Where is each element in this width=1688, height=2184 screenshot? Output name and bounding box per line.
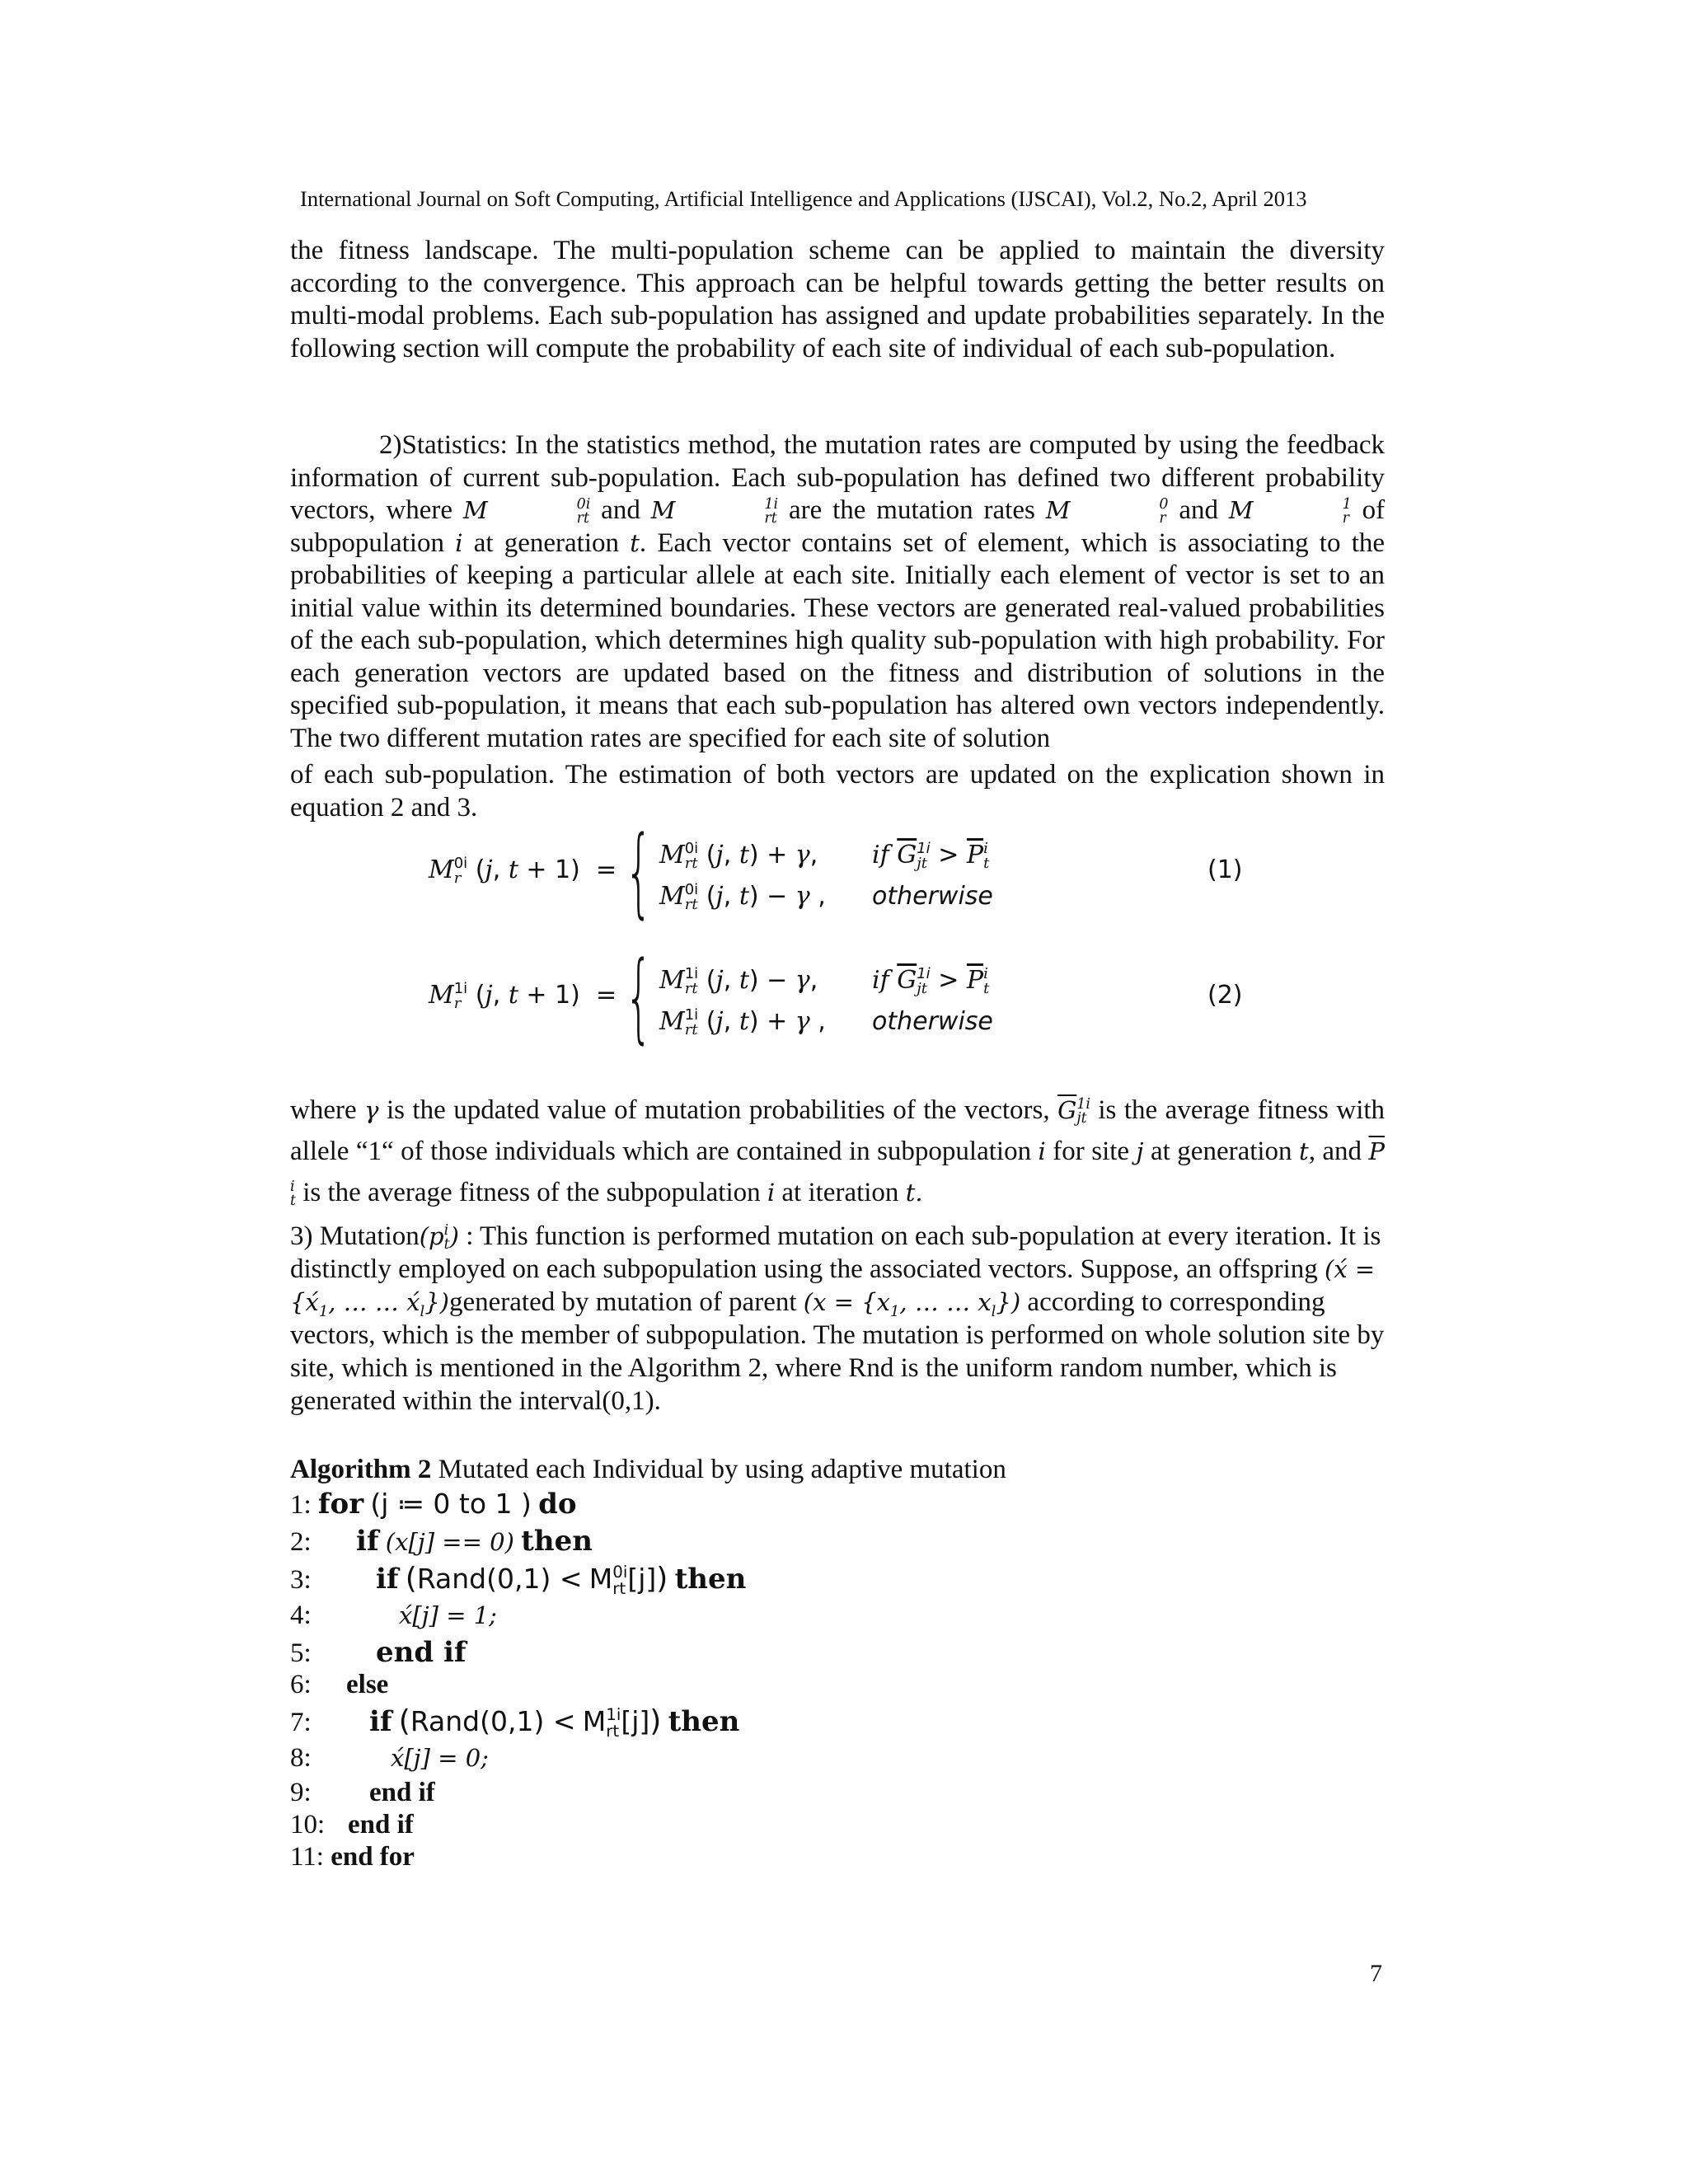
math-t-2: t xyxy=(1299,1137,1309,1165)
where-text-c: is the average fitness with allele “1“ of those individuals which are contained in subpopulation xyxy=(290,1095,1386,1166)
math-m-rt-0i: M 0i rt xyxy=(462,495,591,527)
algorithm-line-10 xyxy=(290,1810,414,1840)
equation-2-case-2: M 1i rt (j, t) + γ , xyxy=(659,1005,826,1038)
loop-range: (j ≔ 0 to 1 ) xyxy=(370,1488,532,1520)
equation-1-lhs: M 0i r (j, t + 1) = xyxy=(429,854,617,887)
keyword-end-for: end for xyxy=(331,1842,415,1872)
mutation-text-c: generated by mutation of parent xyxy=(449,1287,797,1317)
mutation-text-d: according to corresponding vectors, which is the member of subpopulation. The mutation is performed on whole solution site by site, which is mentioned in the Algorithm 2, where Rnd is the uniform random number, which is generated within the interval(0,1). xyxy=(290,1287,1385,1416)
paragraph-intro xyxy=(290,235,1385,365)
keyword-then: then xyxy=(521,1525,593,1558)
where-text-a: where xyxy=(290,1095,357,1125)
paragraph-statistics xyxy=(290,429,1385,755)
page-number: 7 xyxy=(1370,1960,1382,1987)
where-text-h: at iteration xyxy=(781,1178,899,1207)
condition-x-eq-0: (x[j] == 0) xyxy=(385,1528,514,1556)
keyword-if: if xyxy=(376,1563,399,1596)
line-number: 3: xyxy=(290,1565,312,1595)
equation-1-case-1: M 0i rt (j, t) + γ, xyxy=(659,839,818,872)
line-number: 2: xyxy=(290,1527,312,1557)
line-number: 10: xyxy=(290,1810,326,1840)
stat-text-b: and xyxy=(601,495,640,525)
keyword-then: then xyxy=(674,1563,747,1596)
stat-text-g: . Each vector contains set of element, which is associating to the probabilities of keeping a particular allele at each site. Initially each element of vector is set to an initial value within its determined boundaries. These vectors are generated real-valued probabilities of the each sub-population, which determines high quality sub-population with high probability. For each generation vectors are updated based on the fitness and distribution of solutions in the specified sub-population, it means that each sub-population has altered own vectors independently. The two different mutation rates are specified for each site of solution xyxy=(290,527,1386,753)
paren-open: ( xyxy=(398,1704,410,1738)
equation-1-condition-1: if $\overline{G}$ 1i jt > $\overline{P}$ i t xyxy=(872,839,990,872)
math-gamma: γ xyxy=(364,1096,379,1124)
line-number: 7: xyxy=(290,1708,312,1737)
paragraph-statistics-end xyxy=(290,759,1385,824)
math-p-t-i-func: (p i t ) xyxy=(419,1221,459,1253)
math-t: t xyxy=(630,528,640,557)
keyword-end-if: end if xyxy=(369,1778,435,1807)
math-t-3: t. xyxy=(905,1179,923,1207)
keyword-do: do xyxy=(538,1488,577,1521)
math-i-3: i xyxy=(767,1179,776,1207)
where-text-e: at generation xyxy=(1151,1137,1292,1166)
algorithm-title-text: Mutated each Individual by using adaptive mutation xyxy=(438,1455,1006,1484)
line-number: 4: xyxy=(290,1601,312,1630)
running-header: International Journal on Soft Computing, Artificial Intelligence and Applications (IJSCAI), Vol.2, No.2, April 2013 xyxy=(300,186,1307,211)
keyword-else: else xyxy=(346,1670,389,1699)
line-number: 11: xyxy=(290,1842,324,1872)
algorithm-line-7 xyxy=(290,1704,739,1739)
stat-text-c: are the mutation rates xyxy=(788,495,1035,525)
stat-text-a: 2)Statistics: In the statistics method, the mutation rates are computed by using the feedback information of current sub-population. Each sub-population has defined two different probability vectors, where xyxy=(290,430,1385,525)
paragraph-where-text xyxy=(290,1090,1385,1213)
line-number: 5: xyxy=(290,1638,312,1668)
m-rt-0i-index: M 0i rt [j] xyxy=(588,1562,657,1598)
equation-2-condition-1: if $\overline{G}$ 1i jt > $\overline{P}$ i t xyxy=(872,964,990,997)
stat-text-d: and xyxy=(1179,495,1219,525)
algorithm-label: Algorithm 2 xyxy=(290,1455,432,1484)
mutation-text-b: : This function is performed mutation on each sub-population at every iteration. It is distinctly employed on each subpopulation using the associated vectors. Suppose, an offspring xyxy=(290,1221,1381,1284)
where-text-f: , and xyxy=(1308,1137,1362,1166)
algorithm-line-1 xyxy=(290,1488,577,1521)
m-rt-1i-index: M 1i rt [j] xyxy=(582,1704,650,1741)
line-number: 6: xyxy=(290,1670,312,1699)
math-m-rt-1i: M 1i rt xyxy=(650,495,779,527)
stat-text-e: of subpopulation xyxy=(290,495,1386,558)
algorithm-line-3 xyxy=(290,1562,746,1596)
keyword-for: for xyxy=(317,1488,364,1521)
equation-2-lhs: M 1i r (j, t + 1) = xyxy=(429,979,617,1012)
keyword-end-if: end if xyxy=(376,1636,467,1669)
math-i: i xyxy=(455,528,463,557)
equation-1 xyxy=(412,814,1269,928)
where-text-d: for site xyxy=(1053,1137,1130,1166)
assign-offspring-1: x́[j] = 1; xyxy=(399,1601,497,1629)
keyword-end-if: end if xyxy=(348,1810,414,1840)
equation-2-number: (2) xyxy=(1207,981,1243,1010)
algorithm-line-2 xyxy=(290,1525,593,1558)
equation-2-case-1: M 1i rt (j, t) − γ, xyxy=(659,964,818,997)
equation-2-condition-2: otherwise xyxy=(872,1007,993,1036)
equation-1-condition-2: otherwise xyxy=(872,882,993,911)
line-number: 8: xyxy=(290,1743,312,1773)
algorithm-line-5 xyxy=(290,1636,467,1669)
paragraph-statistics-end-text: of each sub-population. The estimation of both vectors are updated on the explication shown in equation 2 and 3. xyxy=(290,760,1385,823)
paragraph-where xyxy=(290,1090,1385,1213)
algorithm-title xyxy=(290,1455,1006,1485)
algorithm-line-9 xyxy=(290,1778,435,1808)
math-g-jt-1i: $\overline{G}$ 1i jt xyxy=(1057,1095,1090,1127)
where-text-g: is the average fitness of the subpopulation xyxy=(302,1178,761,1207)
keyword-then: then xyxy=(668,1705,740,1738)
algorithm-line-4 xyxy=(290,1601,497,1631)
algorithm-line-11 xyxy=(290,1842,415,1872)
stat-text-f: at generation xyxy=(473,527,620,558)
line-number: 1: xyxy=(290,1490,312,1520)
equation-1-number: (1) xyxy=(1207,855,1243,884)
math-p-t-i: $\overline{P}$ i t xyxy=(290,1137,1386,1209)
math-parent-set: ($x = \{x_1$, … … $x_l$}) xyxy=(803,1288,1021,1320)
algorithm-line-6 xyxy=(290,1670,388,1700)
assign-offspring-0: x́[j] = 0; xyxy=(391,1744,489,1772)
keyword-if: if xyxy=(356,1525,379,1558)
paragraph-intro-text: the fitness landscape. The multi-population scheme can be applied to maintain the diversity according to the convergence. This approach can be helpful towards getting the better results on multi-modal problems. Each sub-population has assigned and update probabilities separately. In the following section will compute the probability of each site of individual of each sub-population. xyxy=(290,236,1385,363)
paragraph-statistics-text xyxy=(290,429,1385,755)
paren-close: ) xyxy=(649,1704,662,1738)
rand-call: Rand(0,1) < xyxy=(416,1563,583,1595)
paragraph-mutation-text xyxy=(290,1220,1385,1418)
equation-1-case-2: M 0i rt (j, t) − γ , xyxy=(659,880,826,913)
math-j: j xyxy=(1136,1137,1144,1165)
equation-2-brace: { xyxy=(625,940,653,1053)
keyword-if: if xyxy=(369,1705,392,1738)
math-i-2: i xyxy=(1038,1137,1046,1165)
mutation-text-a: 3) Mutation xyxy=(290,1221,420,1251)
equation-2 xyxy=(412,940,1269,1053)
math-m-r-0: M 0 r xyxy=(1045,495,1169,527)
line-number: 9: xyxy=(290,1778,312,1807)
math-m-r-1: M 1 r xyxy=(1228,495,1352,527)
algorithm-line-8 xyxy=(290,1743,489,1774)
paragraph-mutation xyxy=(290,1220,1385,1418)
paren-close: ) xyxy=(656,1562,668,1596)
where-text-b: is the updated value of mutation probabilities of the vectors, xyxy=(386,1095,1050,1125)
paren-open: ( xyxy=(405,1562,417,1596)
equation-1-brace: { xyxy=(625,814,653,928)
rand-call: Rand(0,1) < xyxy=(410,1705,576,1737)
math-offspring-set: (x́ = {$x́_1$, … … $x́_l$}) xyxy=(290,1255,1376,1320)
